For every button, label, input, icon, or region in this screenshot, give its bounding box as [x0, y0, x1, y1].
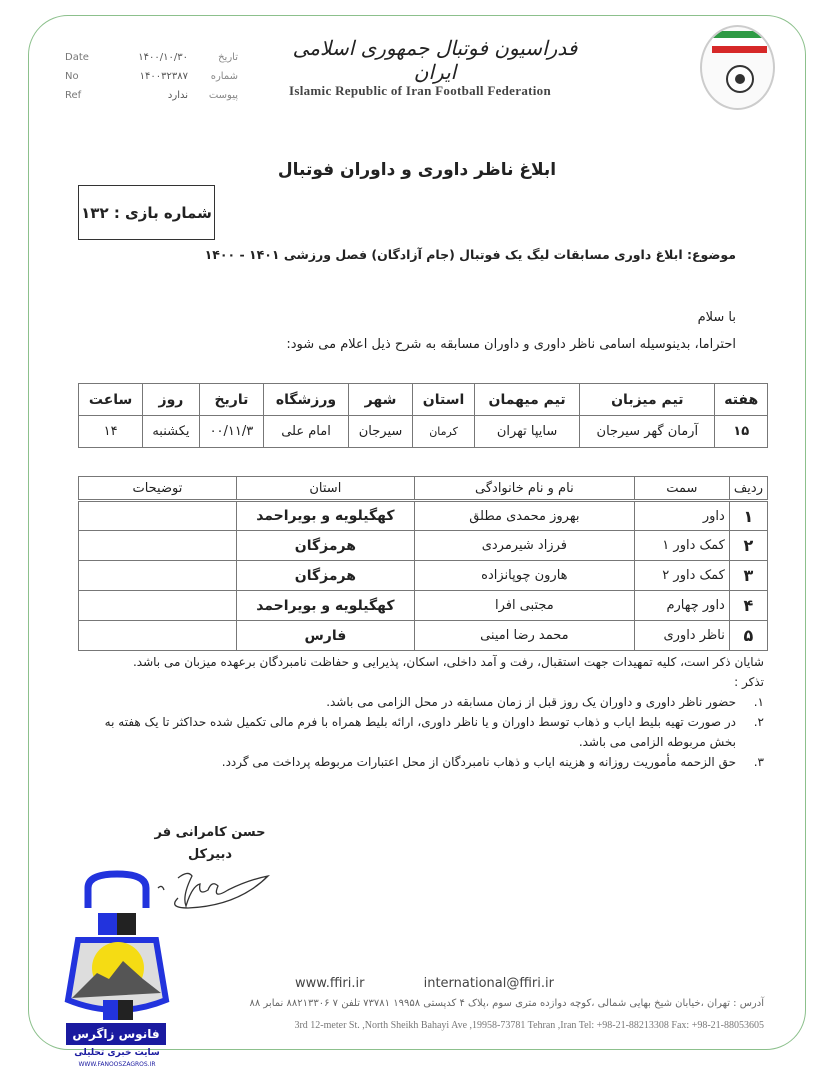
cell: ۲: [729, 531, 767, 561]
cell: هارون چوپانزاده: [414, 561, 634, 591]
table-header-row: [79, 477, 768, 501]
signatory-name: حسن کامرانی فر: [154, 825, 266, 840]
match-table: [78, 383, 768, 448]
cell: ۰۰/۱۱/۳: [199, 416, 263, 448]
org-name-fa: فدراسیون فوتبال جمهوری اسلامی ایران: [292, 36, 578, 84]
football-icon: [726, 65, 754, 93]
cell: سیرجان: [348, 416, 412, 448]
header-cell: تاریخ: [199, 384, 263, 416]
header-cell: روز: [143, 384, 200, 416]
table-row: [79, 621, 768, 651]
federation-logo: [700, 25, 775, 110]
cell: ناظر داوری: [634, 621, 729, 651]
cell: ۳: [729, 561, 767, 591]
cell: مجتبی افرا: [414, 591, 634, 621]
cell: کمک داور ۲: [634, 561, 729, 591]
cell: هرمزگان: [236, 561, 414, 591]
cell: [79, 501, 237, 531]
note-item: ۳. حق الزحمه مأموریت روزانه و هزینه ایاب و ذهاب نامبردگان از محل اعتبارات مربوطه پرداخت می گردد.: [221, 755, 764, 769]
subject-line: موضوع: ابلاغ داوری مسابقات لیگ یک فوتبال (جام آزادگان) فصل ورزشی ۱۴۰۱ - ۱۴۰۰: [204, 247, 736, 262]
meta-number: No ۱۴۰۰۳۲۳۸۷ شماره: [65, 71, 238, 82]
header-cell: استان: [413, 384, 475, 416]
watermark-logo: فانوس زاگرس سایت خبری تحلیلی WWW.FANOOSZAGROS.IR: [58, 868, 176, 1068]
header-cell: توضیحات: [79, 477, 237, 501]
header-cell: سمت: [634, 477, 729, 501]
flag-icon: [712, 31, 767, 53]
header-cell: استان: [236, 477, 414, 501]
cell: یکشنبه: [143, 416, 200, 448]
table-row: [79, 501, 768, 531]
cell: کمک داور ۱: [634, 531, 729, 561]
header-cell: نام و نام خانوادگی: [414, 477, 634, 501]
cell: کهگیلویه و بویراحمد: [236, 591, 414, 621]
cell: کرمان: [413, 416, 475, 448]
referee-table: [78, 476, 768, 651]
table-row: [79, 416, 768, 448]
cell: ۱۴: [79, 416, 143, 448]
footer-contact: [295, 976, 554, 991]
cell: کهگیلویه و بویراحمد: [236, 501, 414, 531]
meta-ref: Ref ندارد پیوست: [65, 90, 238, 101]
cell: فرزاد شیرمردی: [414, 531, 634, 561]
intro-paragraph: احتراما، بدینوسیله اسامی ناظر داوری و داوران مسابقه به شرح ذیل اعلام می شود:: [286, 337, 736, 352]
cell: هرمزگان: [236, 531, 414, 561]
header-cell: شهر: [348, 384, 412, 416]
cell: ۱: [729, 501, 767, 531]
cell: داور چهارم: [634, 591, 729, 621]
header-cell: ورزشگاه: [264, 384, 349, 416]
cell: محمد رضا امینی: [414, 621, 634, 651]
cell: [79, 621, 237, 651]
notes-lead: شایان ذکر است، کلیه تمهیدات جهت استقبال، رفت و آمد داخلی، اسکان، پذیرایی و حفاظت نامبردگان برعهده میزبان می باشد.: [132, 655, 764, 669]
address-en: 3rd 12-meter St. ,North Sheikh Bahayi Ave ,19958-73781 Tehran ,Iran Tel: +98-21-88213308 Fax: +98-21-88053605: [294, 1020, 764, 1031]
cell: امام علی: [264, 416, 349, 448]
signatory-role: دبیرکل: [187, 847, 233, 862]
notes-section: [84, 652, 764, 772]
meta-date: Date ۱۴۰۰/۱۰/۳۰ تاریخ: [65, 52, 238, 63]
cell: [79, 531, 237, 561]
header-cell: ردیف: [729, 477, 767, 501]
table-row: [79, 531, 768, 561]
org-name-en: Islamic Republic of Iran Football Federation: [289, 83, 551, 98]
game-number-box: شماره بازی : ۱۳۲: [78, 185, 215, 240]
header-cell: هفته: [715, 384, 768, 416]
header-cell: تیم میهمان: [474, 384, 579, 416]
header-cell: ساعت: [79, 384, 143, 416]
cell: ۱۵: [715, 416, 768, 448]
note-item: ۱. حضور ناظر داوری و داوران یک روز قبل از زمان مسابقه در محل الزامی می باشد.: [326, 695, 764, 709]
header-cell: تیم میزبان: [580, 384, 715, 416]
lantern-icon: [58, 868, 176, 1023]
cell: سایپا تهران: [474, 416, 579, 448]
cell: ۴: [729, 591, 767, 621]
website-link[interactable]: www.ffiri.ir: [295, 976, 365, 991]
cell: [79, 591, 237, 621]
cell: ۵: [729, 621, 767, 651]
cell: آرمان گهر سیرجان: [580, 416, 715, 448]
table-row: [79, 591, 768, 621]
notes-reminder: تذکر :: [734, 675, 764, 689]
table-header-row: [79, 384, 768, 416]
address-fa: آدرس : تهران ،خیابان شیخ بهایی شمالی ،کوچه دوازده متری سوم ،پلاک ۴ کدپستی ۱۹۹۵۸ ۷۳۷۸۱ تلفن ۷ ۸۸۲۱۳۳۰۶ نمابر ۸۸: [249, 998, 764, 1009]
cell: [79, 561, 237, 591]
cell: داور: [634, 501, 729, 531]
cell: بهروز محمدی مطلق: [414, 501, 634, 531]
greeting: با سلام: [697, 310, 736, 325]
document-title: ابلاغ ناظر داوری و داوران فوتبال: [277, 160, 557, 180]
table-row: [79, 561, 768, 591]
email-link[interactable]: international@ffiri.ir: [423, 976, 554, 991]
note-item: ۲. در صورت تهیه بلیط ایاب و ذهاب توسط داوران و یا ناظر داوری، ارائه بلیط همراه با فرم مالی تکمیل شده حداکثر تا یک هفته به بخش مربوطه الزامی می باشد.: [104, 715, 764, 749]
cell: فارس: [236, 621, 414, 651]
